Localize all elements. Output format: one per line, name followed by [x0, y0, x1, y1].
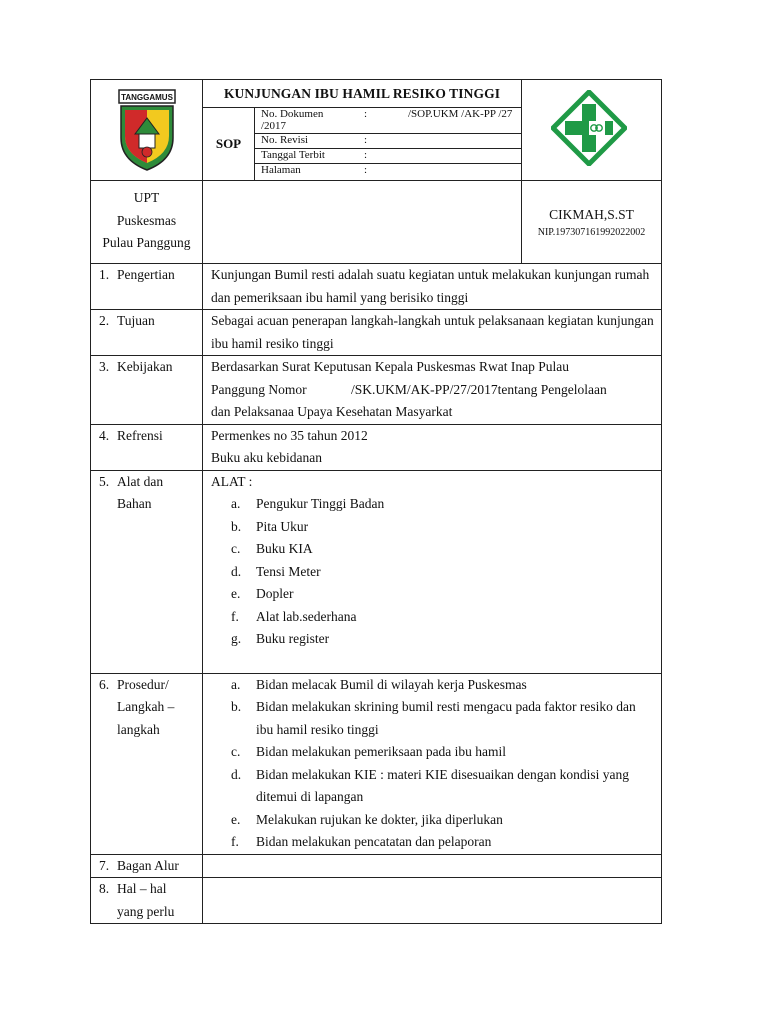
section-label — [91, 264, 203, 310]
section-number: 5. — [99, 473, 110, 489]
pengertian-text: Kunjungan Bumil resti adalah suatu kegiatan untuk melakukan kunjungan rumah dan pemeriksaan ibu hamil yang berisiko tinggi — [211, 267, 650, 305]
list-marker: g. — [231, 631, 242, 646]
list-marker: d. — [231, 563, 242, 579]
list-marker: a. — [231, 496, 241, 511]
refrensi-line: Buku aku kebidanan — [211, 450, 322, 465]
meta-value: /SOP.UKM /AK-PP /27 /2017 — [261, 108, 513, 132]
list-text: Bidan melakukan skrining bumil resti mengacu pada faktor resiko dan ibu hamil resiko tinggi — [256, 699, 636, 737]
list-text: Dopler — [256, 586, 294, 601]
list-text: Pengukur Tinggi Badan — [256, 496, 385, 511]
sop-label: SOP — [203, 108, 255, 181]
document-meta-cell — [255, 108, 522, 181]
list-item — [211, 628, 661, 651]
section-title: Refrensi — [117, 427, 163, 443]
logo-text: TANGGAMUS — [121, 93, 173, 102]
list-marker: b. — [231, 518, 242, 534]
section-label — [91, 356, 203, 425]
list-item — [211, 516, 661, 539]
signer-name: CIKMAH,S.ST — [549, 206, 634, 222]
document-title: KUNJUNGAN IBU HAMIL RESIKO TINGGI — [203, 80, 522, 108]
prosedur-list — [211, 674, 647, 854]
section-content — [203, 310, 662, 356]
meta-colon: : — [364, 134, 368, 146]
meta-no-dokumen — [255, 108, 521, 134]
section-content — [203, 673, 662, 854]
list-item — [211, 561, 661, 584]
section-content — [203, 356, 662, 425]
list-text: Bidan melakukan pemeriksaan pada ibu hamil — [256, 744, 507, 759]
section-bagan-alur — [91, 854, 662, 878]
meta-label: No. Revisi — [261, 134, 309, 146]
list-item — [211, 809, 647, 832]
section-title — [117, 471, 163, 516]
label-line: langkah — [117, 721, 160, 737]
kebijakan-nomor-value: /SK.UKM/AK-PP/27/2017tentang Pengelolaan — [351, 381, 607, 397]
section-content — [203, 424, 662, 470]
puskesmas-logo-cell — [522, 80, 662, 181]
meta-tanggal-terbit — [255, 149, 521, 164]
list-marker: e. — [231, 586, 241, 601]
kebijakan-line — [211, 379, 661, 402]
meta-colon: : — [364, 164, 368, 176]
org-line: UPT — [133, 190, 160, 205]
list-text: Melakukan rujukan ke dokter, jika diperlukan — [256, 811, 503, 827]
tujuan-text: Sebagai acuan penerapan langkah-langkah untuk pelaksanaan kegiatan kunjungan ibu hamil resiko tinggi — [211, 313, 654, 351]
section-number: 2. — [99, 313, 110, 328]
list-item — [211, 606, 661, 629]
empty-header-cell — [203, 181, 522, 264]
list-marker: e. — [231, 811, 241, 827]
signer-block — [522, 181, 662, 264]
list-text: Buku register — [256, 631, 330, 646]
alat-list — [211, 493, 661, 651]
label-line: Hal – hal — [117, 881, 167, 896]
section-label — [91, 424, 203, 470]
list-text: Pita Ukur — [256, 518, 309, 534]
section-number: 1. — [99, 267, 110, 282]
organization-name — [91, 181, 203, 264]
list-item — [211, 764, 647, 809]
list-marker: b. — [231, 699, 242, 714]
tanggamus-logo-cell — [91, 80, 203, 181]
list-item — [211, 493, 661, 516]
section-number: 6. — [99, 676, 110, 692]
list-marker: f. — [231, 834, 239, 849]
section-content — [203, 264, 662, 310]
section-label — [91, 878, 203, 924]
section-content — [203, 854, 662, 878]
kebijakan-line: dan Pelaksanaa Upaya Kesehatan Masyarkat — [211, 404, 453, 419]
section-content — [203, 878, 662, 924]
list-marker: c. — [231, 744, 241, 759]
meta-colon: : — [364, 108, 368, 120]
section-label — [91, 673, 203, 854]
section-kebijakan — [91, 356, 662, 425]
section-tujuan — [91, 310, 662, 356]
section-title — [117, 878, 174, 923]
list-item — [211, 538, 661, 561]
list-item — [211, 583, 661, 606]
section-number: 4. — [99, 427, 110, 443]
list-marker: a. — [231, 676, 241, 692]
kebijakan-line: Berdasarkan Surat Keputusan Kepala Puskesmas Rwat Inap Pulau — [211, 359, 570, 374]
section-pengertian — [91, 264, 662, 310]
section-title: Tujuan — [117, 313, 155, 328]
section-refrensi — [91, 424, 662, 470]
list-item — [211, 696, 647, 741]
section-title — [117, 674, 174, 742]
section-number: 8. — [99, 881, 110, 896]
section-hal-hal — [91, 878, 662, 924]
alat-heading: ALAT : — [211, 473, 253, 489]
sop-header-table — [90, 79, 662, 264]
refrensi-line: Permenkes no 35 tahun 2012 — [211, 427, 368, 443]
meta-label: Tanggal Terbit — [261, 149, 325, 161]
list-text: Buku KIA — [256, 541, 313, 556]
list-text: Alat lab.sederhana — [256, 608, 357, 624]
section-label — [91, 470, 203, 673]
label-line: yang perlu — [117, 903, 175, 919]
section-content — [203, 470, 662, 673]
section-number: 7. — [99, 857, 110, 873]
section-alat-bahan — [91, 470, 662, 673]
list-marker: f. — [231, 608, 239, 624]
label-line: Prosedur/ — [117, 676, 169, 692]
tanggamus-logo-icon — [115, 88, 179, 172]
org-line: Puskesmas — [116, 212, 177, 228]
meta-colon: : — [364, 149, 368, 161]
list-marker: d. — [231, 766, 242, 782]
list-text: Tensi Meter — [256, 563, 321, 579]
list-item — [211, 831, 647, 854]
list-marker: c. — [231, 541, 241, 556]
section-title: Kebijakan — [117, 359, 173, 374]
section-prosedur — [91, 673, 662, 854]
section-title: Pengertian — [117, 267, 175, 282]
section-label — [91, 310, 203, 356]
puskesmas-cross-logo-icon — [551, 90, 627, 166]
section-number: 3. — [99, 359, 110, 374]
list-item — [211, 674, 647, 697]
meta-label: No. Dokumen — [261, 108, 324, 120]
meta-label: Halaman — [261, 164, 301, 176]
org-line: Pulau Panggung — [102, 235, 191, 250]
list-text: Bidan melakukan pencatatan dan pelaporan — [256, 834, 492, 849]
sop-body-table — [90, 263, 662, 924]
list-text: Bidan melakukan KIE : materi KIE disesuaikan dengan kondisi yang ditemui di lapangan — [256, 766, 630, 804]
signer-nip: NIP.197307161992022002 — [537, 226, 646, 238]
list-item — [211, 741, 647, 764]
meta-halaman — [255, 164, 521, 179]
kebijakan-nomor-label: Panggung Nomor — [211, 381, 307, 397]
section-label — [91, 854, 203, 878]
label-line: Bahan — [117, 496, 152, 511]
list-text: Bidan melacak Bumil di wilayah kerja Puskesmas — [256, 676, 527, 692]
section-title: Bagan Alur — [117, 857, 179, 873]
label-line: Langkah – — [117, 699, 175, 714]
label-line: Alat dan — [117, 473, 164, 489]
meta-no-revisi — [255, 134, 521, 149]
